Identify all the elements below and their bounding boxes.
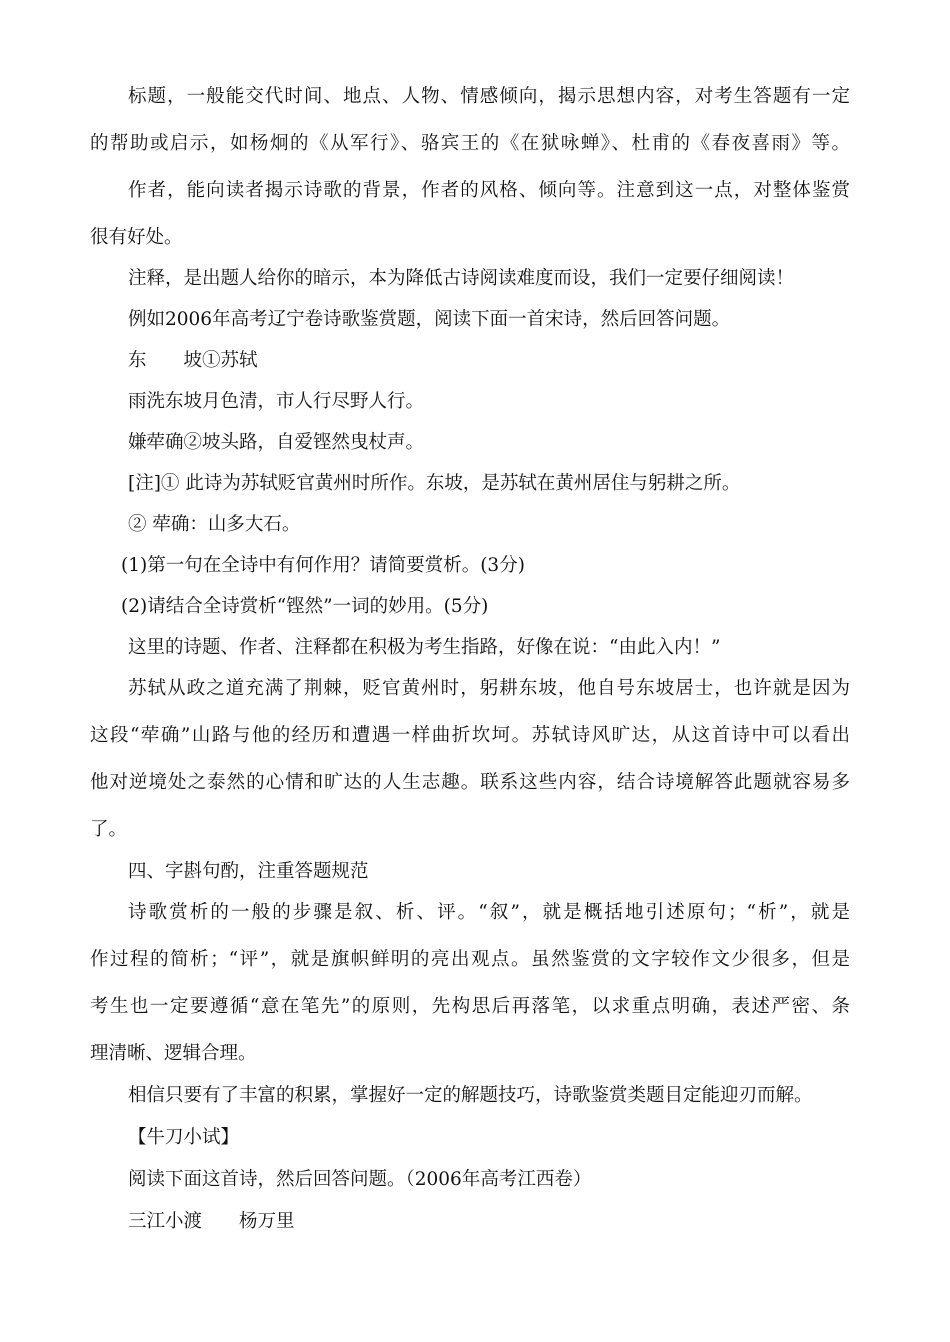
practice-instruction: 阅读下面这首诗，然后回答问题。（2006年高考江西卷） — [128, 1169, 592, 1190]
section-heading-4: 四、字斟句酌，注重答题规范 — [128, 861, 369, 882]
paragraph-steps-line-4: 理清晰、逻辑合理。 — [90, 1043, 257, 1064]
paragraph-guidance: 这里的诗题、作者、注释都在积极为考生指路，好像在说：“由此入内！” — [128, 637, 721, 658]
poem-note-1: [注]① 此诗为苏轼贬官黄州时所作。东坡，是苏轼在黄州居住与躬耕之所。 — [128, 473, 741, 494]
paragraph-sushi-line-4: 了。 — [90, 819, 128, 840]
paragraph-example: 例如2006年高考辽宁卷诗歌鉴赏题，阅读下面一首宋诗，然后回答问题。 — [128, 309, 731, 330]
paragraph-steps-line-1: 诗歌赏析的一般的步骤是叙、析、评。“叙”，就是概括地引述原句；“析”，就是 — [128, 902, 850, 923]
paragraph-title-line-2: 的帮助或启示，如杨炯的《从军行》、骆宾王的《在狱咏蝉》、杜甫的《春夜喜雨》等。 — [90, 133, 850, 154]
paragraph-author-line-1: 作者，能向读者揭示诗歌的背景，作者的风格、倾向等。注意到这一点，对整体鉴赏 — [128, 180, 850, 201]
paragraph-notes: 注释，是出题人给你的暗示，本为降低古诗阅读难度而设，我们一定要仔细阅读！ — [128, 268, 795, 289]
question-2: (2)请结合全诗赏析“铿然”一词的妙用。(5分) — [121, 596, 489, 617]
paragraph-title-line-1: 标题，一般能交代时间、地点、人物、情感倾向，揭示思想内容，对考生答题有一定 — [128, 86, 850, 107]
section-heading-practice: 【牛刀小试】 — [128, 1127, 240, 1148]
practice-poem-title: 三江小渡 杨万里 — [128, 1211, 295, 1232]
paragraph-sushi-line-1: 苏轼从政之道充满了荆棘，贬官黄州时，躬耕东坡，他自号东坡居士，也许就是因为 — [128, 678, 850, 699]
poem-line-1: 雨洗东坡月色清，市人行尽野人行。 — [128, 391, 425, 412]
paragraph-steps-line-3: 考生也一定要遵循“意在笔先”的原则，先构思后再落笔，以求重点明确，表述严密、条 — [90, 996, 850, 1017]
poem-title: 东 坡①苏轼 — [128, 350, 258, 371]
paragraph-conclusion: 相信只要有了丰富的积累，掌握好一定的解题技巧，诗歌鉴赏类题目定能迎刃而解。 — [128, 1085, 813, 1106]
paragraph-steps-line-2: 作过程的简析；“评”，就是旗帜鲜明的亮出观点。虽然鉴赏的文字较作文少很多，但是 — [90, 949, 850, 970]
poem-line-2: 嫌荦确②坡头路，自爱铿然曳杖声。 — [128, 432, 425, 453]
question-1: (1)第一句在全诗中有何作用？请简要赏析。(3分) — [121, 555, 525, 576]
poem-note-2: ② 荦确：山多大石。 — [128, 514, 301, 535]
paragraph-author-line-2: 很有好处。 — [90, 227, 183, 248]
paragraph-sushi-line-3: 他对逆境处之泰然的心情和旷达的人生志趣。联系这些内容，结合诗境解答此题就容易多 — [90, 772, 850, 793]
paragraph-sushi-line-2: 这段“荦确”山路与他的经历和遭遇一样曲折坎坷。苏轼诗风旷达，从这首诗中可以看出 — [90, 725, 850, 746]
